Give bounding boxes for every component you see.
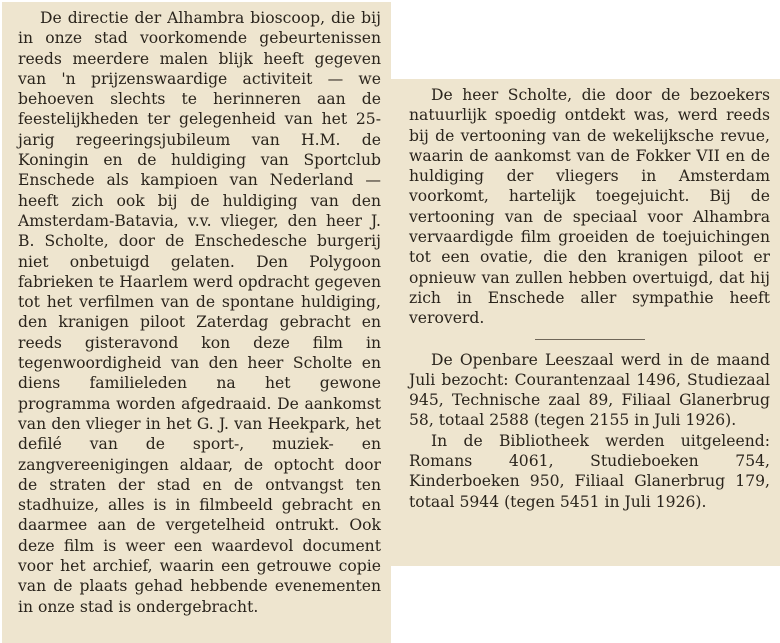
bibliotheek-loans-paragraph: In de Bibliotheek werden uitgeleend: Romans 4061, Studieboeken 754, Kinderboeken 950, Filiaal Glanerbrug 179, totaal 5944 (tegen 5451 in Juli 1926). (409, 431, 770, 511)
alhambra-film-paragraph: De directie der Alhambra bioscoop, die bij in onze stad voorkomende gebeurtenissen reeds meerdere malen blijk heeft gegeven van 'n prijzenswaardige activiteit — we behoeven slechts te herinneren aan de feestelijkheden ter gelegenheid van het 25-jarig regeeringsjubileum van H.M. de Koningin en de huldiging van Sportclub Enschede als kampioen van Nederland — heeft zich ook bij de huldiging van den Amsterdam-Batavia, v.v. vlieger, den heer J. B. Scholte, door de Enschedesche burgerij niet onbetuigd gelaten. Den Polygoon fabrieken te Haarlem werd opdracht gegeven tot het verfilmen van de spontane huldiging, den kranigen piloot Zaterdag gebracht en reeds gisteravond kon deze film in tegenwoordigheid van den heer Scholte en diens familieleden na het gewone programma worden afgedraaid. De aankomst van den vlieger in het G. J. van Heekpark, het defilé van de sport-, muziek- en zangvereenigingen aldaar, de optocht door de straten der stad en de ontvangst ten stadhuize, alles is in filmbeeld gebracht en daarmee aan de vergetelheid ontrukt. Ook deze film is weer een waardevol document voor het archief, waarin een getrouwe copie van de plaats gehad hebbende evenementen in onze stad is ondergebracht. (18, 9, 381, 616)
leeszaal-visitors-paragraph: De Openbare Leeszaal werd in de maand Juli bezocht: Courantenzaal 1496, Studiezaal 945, Technische zaal 89, Filiaal Glanerbrug 58, totaal 2588 (tegen 2155 in Juli 1926). (409, 350, 770, 430)
left-article-column (2, 2, 391, 643)
right-article-column (391, 79, 780, 566)
scholte-ovation-paragraph: De heer Scholte, die door de bezoekers natuurlijk spoedig ontdekt was, werd reeds bij de vertooning van de wekelijksche revue, waarin de aankomst van de Fokker VII en de huldiging der vliegers in Amsterdam voorkomt, hartelijk toegejuicht. Bij de vertooning van de speciaal voor Alhambra vervaardigde film groeiden de toejuichingen tot een ovatie, die den kranigen piloot er opnieuw van zullen hebben overtuigd, dat hij zich in Enschede aller sympathie heeft veroverd. (409, 86, 770, 328)
section-divider (535, 339, 645, 340)
